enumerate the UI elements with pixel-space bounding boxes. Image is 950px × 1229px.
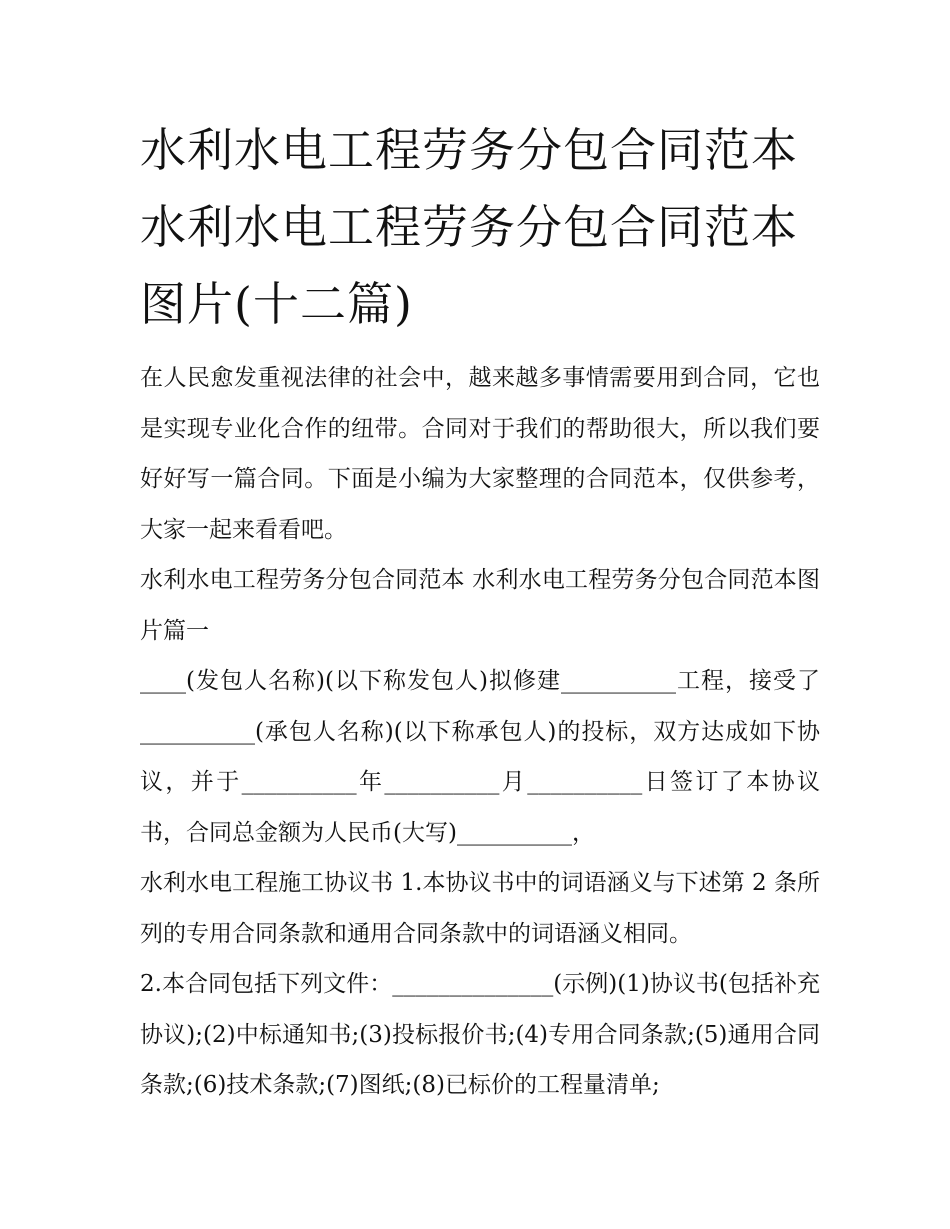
agreement-paragraph: ____(发包人名称)(以下称发包人)拟修建__________工程，接受了__________(承包人名称)(以下称承包人)的投标，双方达成如下协议，并于__________年__________月__________日签订了本协议书，合同总金额为人民币(大写)__________， — [140, 668, 820, 846]
document-title: 水利水电工程劳务分包合同范本 水利水电工程劳务分包合同范本图片(十二篇) — [140, 123, 798, 331]
clause-1-paragraph: 水利水电工程施工协议书 1.本协议书中的词语涵义与下述第 2 条所列的专用合同条款和通用合同条款中的词语涵义相同。 — [140, 870, 820, 947]
section-heading: 水利水电工程劳务分包合同范本 水利水电工程劳务分包合同范本图片篇一 — [140, 567, 820, 644]
document-page — [140, 112, 820, 1111]
intro-paragraph: 在人民愈发重视法律的社会中，越来越多事情需要用到合同，它也是实现专业化合作的纽带。合同对于我们的帮助很大，所以我们要好好写一篇合同。下面是小编为大家整理的合同范本，仅供参考，大家一起来看看吧。 — [140, 365, 820, 543]
clause-2-paragraph: 2.本合同包括下列文件：______________(示例)(1)协议书(包括补充协议);(2)中标通知书;(3)投标报价书;(4)专用合同条款;(5)通用合同条款;(6)技术条款;(7)图纸;(8)已标价的工程量清单; — [140, 971, 820, 1098]
